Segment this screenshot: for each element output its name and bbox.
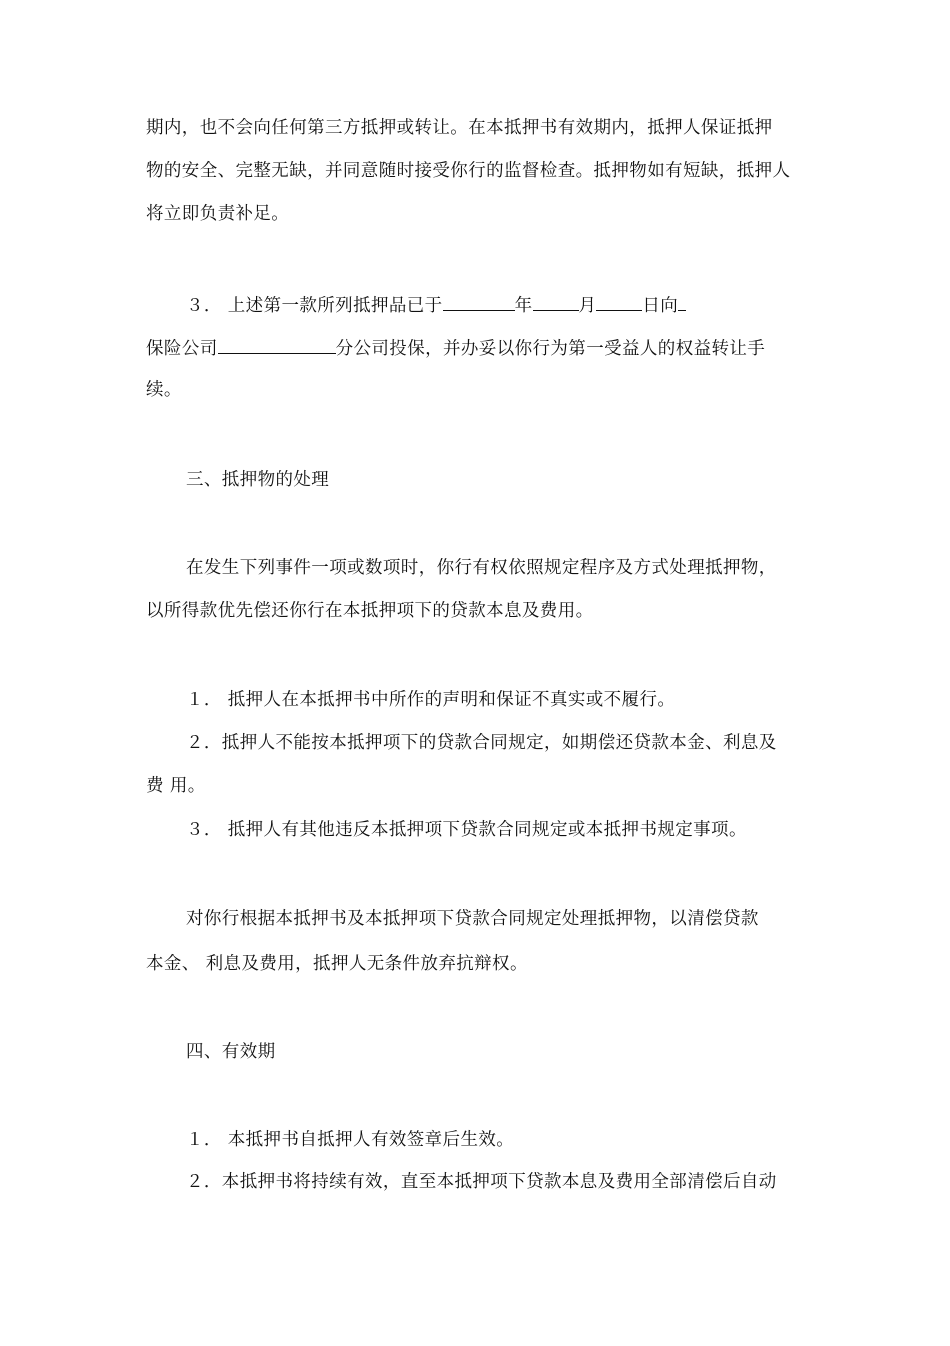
list-item: ３． 抵押人有其他违反本抵押项下贷款合同规定或本抵押书规定事项。 [186,820,747,840]
section-heading: 四、有效期 [186,1042,276,1062]
day-label: 日向 [642,296,679,316]
paragraph-line: 本金、 利息及费用，抵押人无条件放弃抗辩权。 [146,954,528,974]
paragraph-line: 以所得款优先偿还你行在本抵押项下的贷款本息及费用。 [146,601,594,621]
day-blank [596,292,642,311]
paragraph-line: 在发生下列事件一项或数项时，你行有权依照规定程序及方式处理抵押物， [186,558,777,578]
paragraph-line: 将立即负责补足。 [146,204,290,224]
clause-3-line [186,292,686,318]
clause-3-line: 续。 [146,380,182,400]
paragraph-line: 物的安全、完整无缺，并同意随时接受你行的监督检查。抵押物如有短缺，抵押人 [146,161,791,181]
list-item: １． 抵押人在本抵押书中所作的声明和保证不真实或不履行。 [186,690,676,710]
year-label: 年 [514,296,533,316]
clause-3-line [146,335,765,361]
paragraph-line: 对你行根据本抵押书及本抵押项下贷款合同规定处理抵押物，以清偿贷款 [186,909,759,929]
section-heading: 三、抵押物的处理 [186,470,330,490]
list-item: ２．本抵押书将持续有效，直至本抵押项下贷款本息及费用全部清偿后自动 [186,1172,777,1192]
clause-number: ３． [186,296,222,316]
insurer-name-blank [678,292,686,311]
list-item: ２．抵押人不能按本抵押项下的贷款合同规定，如期偿还贷款本金、利息及 [186,733,777,753]
year-blank [443,292,515,311]
branch-blank [218,335,336,354]
insurer-label: 保险公司 [146,339,218,359]
list-item-continuation: 费 用。 [146,776,206,796]
clause-text: 分公司投保，并办妥以你行为第一受益人的权益转让手 [335,339,766,359]
clause-text: 上述第一款所列抵押品已于 [227,296,443,316]
list-item: １． 本抵押书自抵押人有效签章后生效。 [186,1130,515,1150]
month-label: 月 [578,296,597,316]
paragraph-line: 期内，也不会向任何第三方抵押或转让。在本抵押书有效期内，抵押人保证抵押 [146,118,773,138]
month-blank [533,292,579,311]
